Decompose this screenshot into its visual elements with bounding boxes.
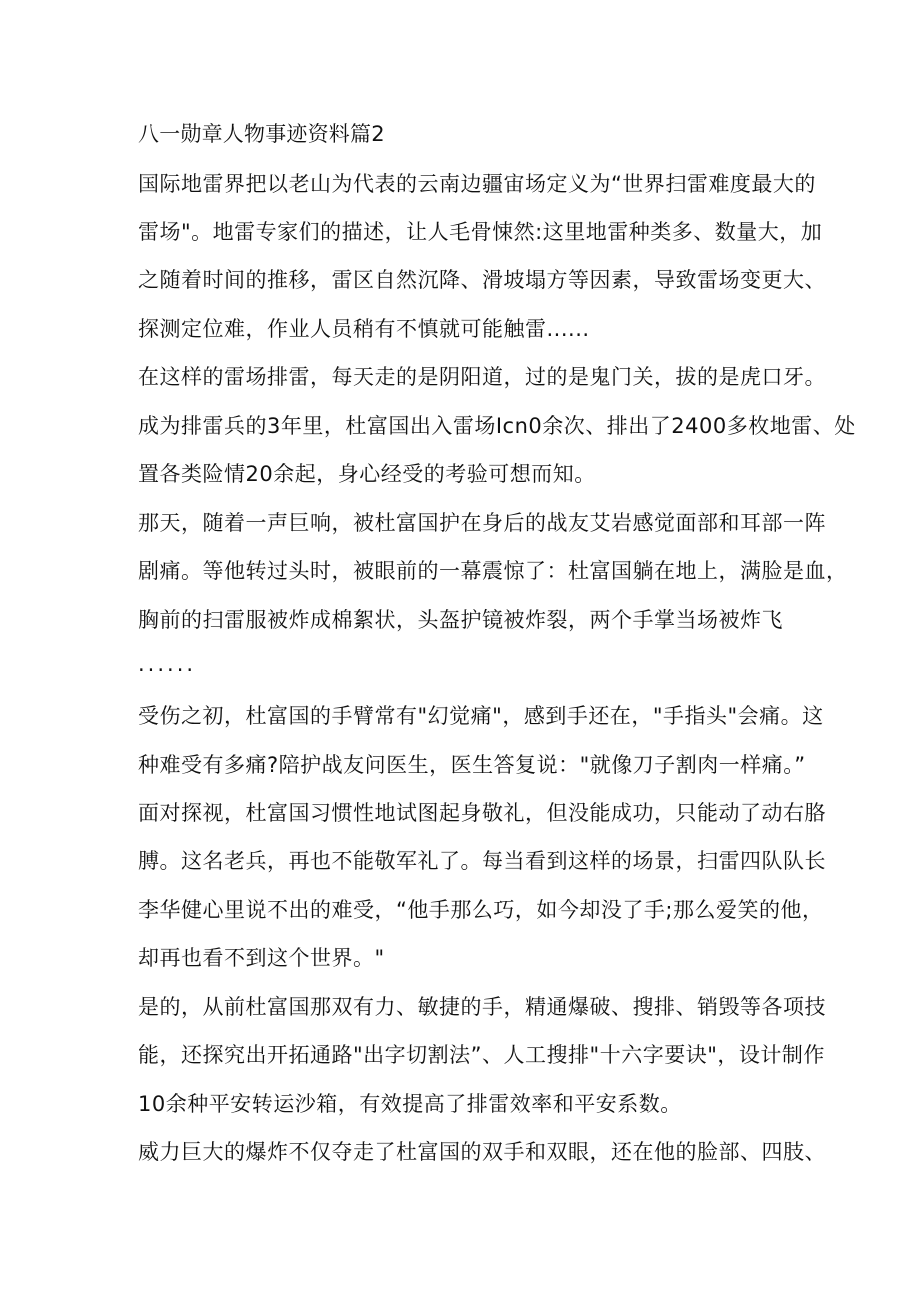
paragraph-line: 能，还探究出开拓通路"出字切割法”、人工搜排"十六字要诀"，设计制作	[138, 1043, 825, 1067]
paragraph-line: 探测定位难，作业人员稍有不慎就可能触雷......	[138, 317, 590, 341]
document-title: 八一勋章人物事迹资料篇2	[138, 122, 385, 146]
paragraph-line: 胸前的扫雷服被炸成棉絮状，头盔护镜被炸裂，两个手掌当场被炸飞	[138, 608, 783, 632]
paragraph-line: 是的，从前杜富国那双有力、敏捷的手，精通爆破、搜排、销毁等各项技	[138, 995, 826, 1019]
paragraph-line: 成为排雷兵的3年里，杜富国出入雷场Icn0余次、排出了2400多枚地雷、处	[138, 414, 856, 438]
paragraph-line: 膊。这名老兵，再也不能敬军礼了。每当看到这样的场景，扫雷四队队长	[138, 849, 826, 873]
paragraph-line: 却再也看不到这个世界。"	[138, 946, 385, 970]
paragraph-line: 威力巨大的爆炸不仅夺走了杜富国的双手和双眼，还在他的脸部、四肢、	[138, 1140, 826, 1164]
paragraph-line-ellipsis: ......	[138, 652, 197, 676]
paragraph-line: 雷场"。地雷专家们的描述，让人毛骨悚然:这里地雷种类多、数量大，加	[138, 220, 823, 244]
paragraph-line: 受伤之初，杜富国的手臂常有"幻觉痛"，感到手还在，"手指头"会痛。这	[138, 704, 824, 728]
paragraph-line: 剧痛。等他转过头时，被眼前的一幕震惊了：杜富国躺在地上，满脸是血，	[138, 559, 848, 583]
paragraph-line: 国际地雷界把以老山为代表的云南边疆宙场定义为“世界扫雷难度最大的	[138, 172, 816, 196]
paragraph-line: 那天，随着一声巨响，被杜富国护在身后的战友艾岩感觉面部和耳部一阵	[138, 511, 826, 535]
paragraph-line: 10余种平安转运沙箱，有效提高了排雷效率和平安系数。	[138, 1092, 682, 1116]
paragraph-line: 种难受有多痛?陪护战友问医生，医生答复说："就像刀子割肉一样痛。”	[138, 753, 806, 777]
paragraph-line: 之随着时间的推移，雷区自然沉降、滑坡塌方等因素，导致雷场变更大、	[138, 268, 826, 292]
paragraph-line: 在这样的雷场排雷，每天走的是阴阳道，过的是鬼门关，拔的是虎口牙。	[138, 365, 826, 389]
paragraph-line: 李华健心里说不出的难受，“他手那么巧，如今却没了手;那么爱笑的他，	[138, 898, 824, 922]
paragraph-line: 面对探视，杜富国习惯性地试图起身敬礼，但没能成功，只能动了动右胳	[138, 801, 826, 825]
paragraph-line: 置各类险情20余起，身心经受的考验可想而知。	[138, 462, 596, 486]
